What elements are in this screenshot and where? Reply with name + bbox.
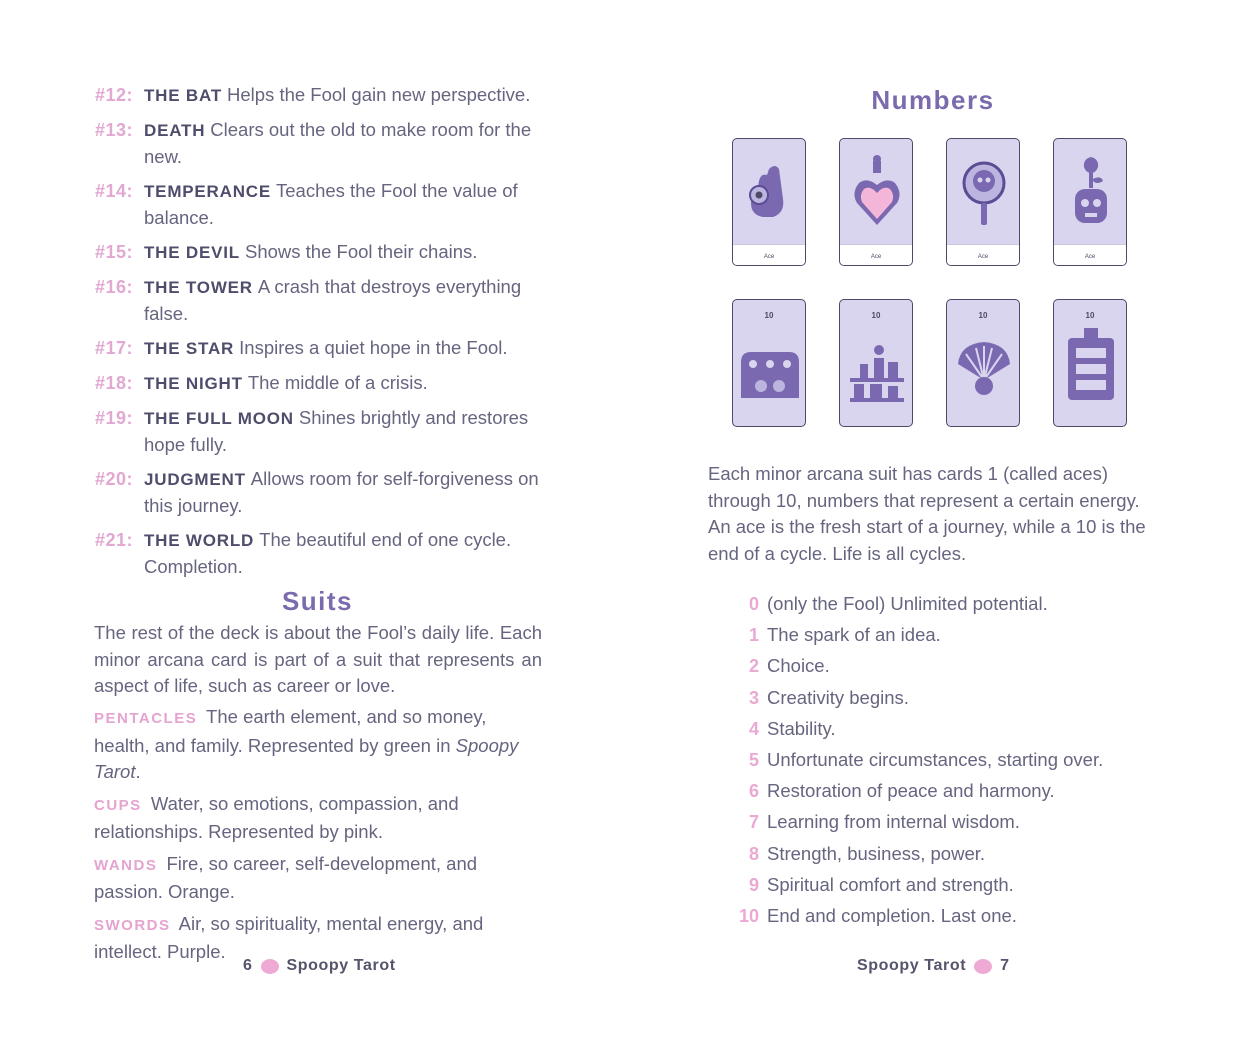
number-item [733,747,1153,773]
arcana-description: Inspires a quiet hope in the Fool. [239,337,508,358]
ten-card [732,299,806,427]
arcana-item [95,527,545,580]
numbers-intro: Each minor arcana suit has cards 1 (called aces) through 10, numbers that represent a certain energy. An ace is the fresh start of a journey, while a 10 is the end of a cycle. Life is all cycles. [708,463,1146,564]
arcana-description: Shows the Fool their chains. [245,241,478,262]
ten-card [946,299,1020,427]
arcana-item [95,335,545,362]
bullet-dot-icon [974,959,992,974]
number-value: 2 [748,656,759,677]
number-item [733,903,1153,929]
arcana-description: Allows room for self-forgiveness on this journey. [144,468,539,516]
book-title: Spoopy Tarot [286,957,396,974]
book-title: Spoopy Tarot [94,734,519,782]
arcana-name: THE TOWER [144,278,253,297]
number-value: 10 [738,905,759,926]
card-label: 10 [978,311,988,320]
ace-card [732,138,806,266]
arcana-description: Helps the Fool gain new perspective. [227,84,531,105]
arcana-name: THE WORLD [144,531,255,550]
suit-item [94,851,542,906]
major-arcana-list [95,82,545,588]
number-item [733,685,1153,711]
card-label: Ace [763,254,775,260]
suit-item [94,791,542,846]
numbers-list [733,591,1153,934]
arcana-number: #15: [95,242,134,262]
number-description: End and completion. Last one. [767,904,1017,926]
number-item [733,622,1153,648]
arcana-description: Clears out the old to make room for the new. [144,119,532,167]
arcana-item [95,405,545,458]
number-item [733,778,1153,804]
arcana-item [95,117,545,170]
number-description: Unfortunate circumstances, starting over. [767,748,1104,770]
tiny-town-icon [840,300,913,427]
card-label: 10 [871,311,881,320]
number-item [733,591,1153,617]
number-value: 0 [748,594,759,614]
page-number: 6 [243,957,253,974]
page-footer [857,957,1010,975]
number-description: Spiritual comfort and strength. [767,873,1014,895]
arcana-item [95,239,545,266]
number-value: 1 [748,625,759,646]
shell-fan-icon [947,300,1020,427]
suits-heading: Suits [281,586,354,616]
arcana-item [95,274,545,327]
arcana-name: THE BAT [144,86,222,105]
arcana-name: JUDGMENT [144,470,246,489]
ghost-group-icon [733,300,806,427]
card-label: 10 [764,311,774,320]
suits-list [94,704,542,971]
ace-card [1053,138,1127,266]
suit-name: PENTACLES [94,710,198,727]
suit-name: WANDS [94,856,158,874]
number-value: 3 [748,687,759,708]
arcana-name: THE FULL MOON [144,409,294,428]
number-value: 7 [748,812,759,833]
number-description: (only the Fool) Unlimited potential. [767,593,1048,614]
numbers-heading: Numbers [871,85,995,115]
number-item [733,809,1153,835]
arcana-description: The middle of a crisis. [247,372,428,393]
arcana-number: #20: [95,469,134,489]
arcana-name: THE STAR [144,339,235,358]
arcana-description: Teaches the Fool the value of balance. [144,180,518,228]
suit-description: The earth element, and so money, health, and family. Represented by green in [94,706,487,756]
arcana-description: The beautiful end of one cycle. Completion. [144,529,512,577]
number-item [733,716,1153,742]
arcana-name: DEATH [144,121,206,140]
number-description: Creativity begins. [767,686,909,708]
number-item [733,872,1153,898]
arcana-number: #16: [95,277,134,297]
card-label: Ace [977,254,989,260]
page-footer [243,957,396,975]
arcana-number: #21: [95,530,134,550]
bullet-dot-icon [261,959,279,974]
suit-name: SWORDS [94,916,171,934]
number-description: Learning from internal wisdom. [767,811,1020,833]
page-number: 7 [1000,957,1010,974]
ten-card [1053,299,1127,427]
arcana-name: THE DEVIL [144,243,240,262]
suit-name: CUPS [94,796,142,814]
ace-card [946,138,1020,266]
card-label: 10 [1085,311,1095,320]
number-description: The spark of an idea. [767,624,941,646]
number-description: Strength, business, power. [767,842,986,864]
ten-card [839,299,913,427]
arcana-item [95,82,545,109]
arcana-item [95,178,545,231]
number-value: 6 [748,781,759,802]
suit-description: Air, so spirituality, mental energy, and intellect. Purple. [94,912,484,962]
number-description: Restoration of peace and harmony. [767,780,1055,802]
arcana-number: #13: [95,120,134,140]
arcana-number: #12: [95,85,134,105]
arcana-description: A crash that destroys everything false. [144,276,522,324]
arcana-description: Shines brightly and restores hope fully. [144,407,529,455]
crate-tower-icon [1054,300,1127,427]
arcana-number: #18: [95,373,134,393]
arcana-item [95,466,545,519]
arcana-name: TEMPERANCE [144,182,272,201]
arcana-name: THE NIGHT [144,374,243,393]
number-item [733,653,1153,679]
right-page [625,0,1250,1050]
number-item [733,841,1153,867]
suit-description: Fire, so career, self-development, and passion. Orange. [94,852,478,902]
suit-description: Water, so emotions, compassion, and relationships. Represented by pink. [94,792,459,842]
book-title: Spoopy Tarot [857,957,967,974]
card-label: Ace [870,254,882,260]
number-description: Choice. [767,655,830,677]
arcana-number: #19: [95,408,134,428]
number-description: Stability. [767,717,836,739]
suit-item: PENTACLES The earth element, and so money, health, and family. Represented by green in Spoopy Tarot. [94,706,519,782]
suits-intro: The rest of the deck is about the Fool’s daily life. Each minor arcana card is part of a suit that represents an aspect of life, such as career or love. [94,622,542,696]
ace-card [839,138,913,266]
number-value: 8 [748,843,759,864]
arcana-number: #14: [95,181,134,201]
number-value: 4 [748,718,759,739]
arcana-item [95,370,545,397]
number-value: 5 [748,749,759,770]
card-label: Ace [1084,254,1096,260]
number-value: 9 [748,874,759,895]
arcana-number: #17: [95,338,134,358]
